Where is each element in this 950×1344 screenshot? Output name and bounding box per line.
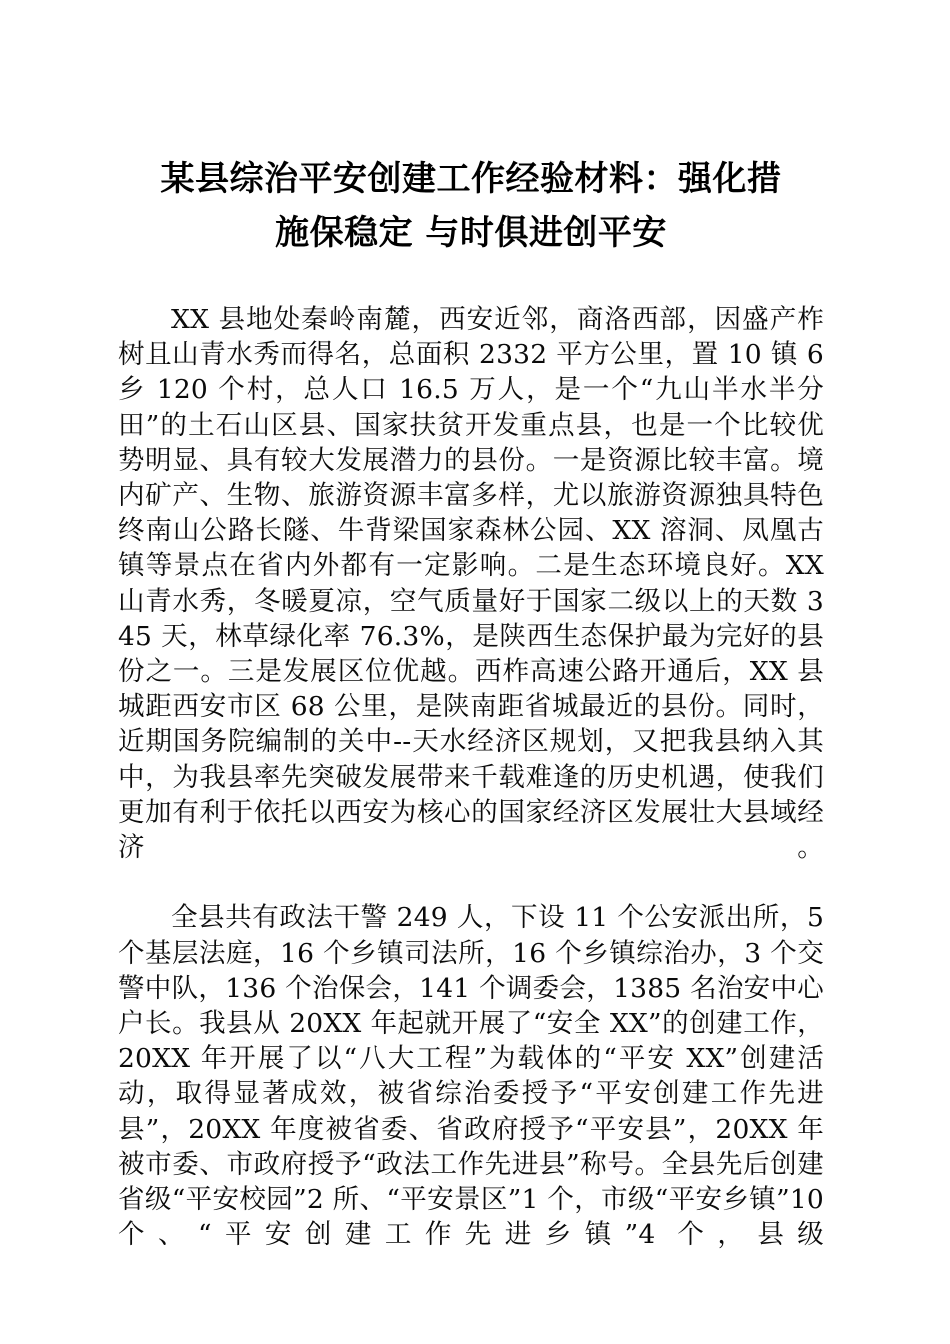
document-body bbox=[118, 302, 824, 1288]
body-paragraph-1: XX 县地处秦岭南麓，西安近邻，商洛西部，因盛产柞树且山青水秀而得名，总面积 2332 平方公里，置 10 镇 6 乡 120 个村，总人口 16.5 万人，是一个“九山半水半分田”的土石山区县、国家扶贫开发重点县，也是一个比较优势明显、具有较大发展潜力的县份。一是资源比较丰富。境内矿产、生物、旅游资源丰富多样，尤以旅游资源独具特色终南山公路长隧、牛背梁国家森林公园、XX 溶洞、凤凰古镇等景点在省内外都有一定影响。二是生态环境良好。XX 山青水秀，冬暖夏凉，空气质量好于国家二级以上的天数 345 天，林草绿化率 76.3%，是陕西生态保护最为完好的县份之一。三是发展区位优越。西柞高速公路开通后，XX 县城距西安市区 68 公里，是陕南距省城最近的县份。同时，近期国务院编制的关中--天水经济区规划，又把我县纳入其中，为我县率先突破发展带来千载难逢的历史机遇，使我们更加有利于依托以西安为核心的国家经济区发展壮大县域经济。 bbox=[118, 304, 824, 864]
page-title bbox=[118, 0, 824, 260]
page-title-line-2: 施保稳定 与时俱进创平安 bbox=[275, 213, 667, 253]
body-paragraph-2: 全县共有政法干警 249 人，下设 11 个公安派出所，5 个基层法庭，16 个乡镇司法所，16 个乡镇综治办，3 个交警中队，136 个治保会，141 个调委会，1385 名治安中心户长。我县从 20XX 年起就开展了“安全 XX”的创建工作，20XX 年开展了以“八大工程”为载体的“平安 XX”创建活动，取得显著成效，被省综治委授予“平安创建工作先进县”，20XX 年度被省委、省政府授予“平安县”，20XX 年被市委、市政府授予“政法工作先进县”称号。全县先后创建省级“平安校园”2 所、“平安景区”1 个，市级“平安乡镇”10 个、“平安创建工作先进乡镇”4 个，县级 bbox=[118, 902, 824, 1251]
page-title-line-1: 某县综治平安创建工作经验材料：强化措 bbox=[160, 159, 782, 199]
document-content-column bbox=[118, 0, 824, 1288]
